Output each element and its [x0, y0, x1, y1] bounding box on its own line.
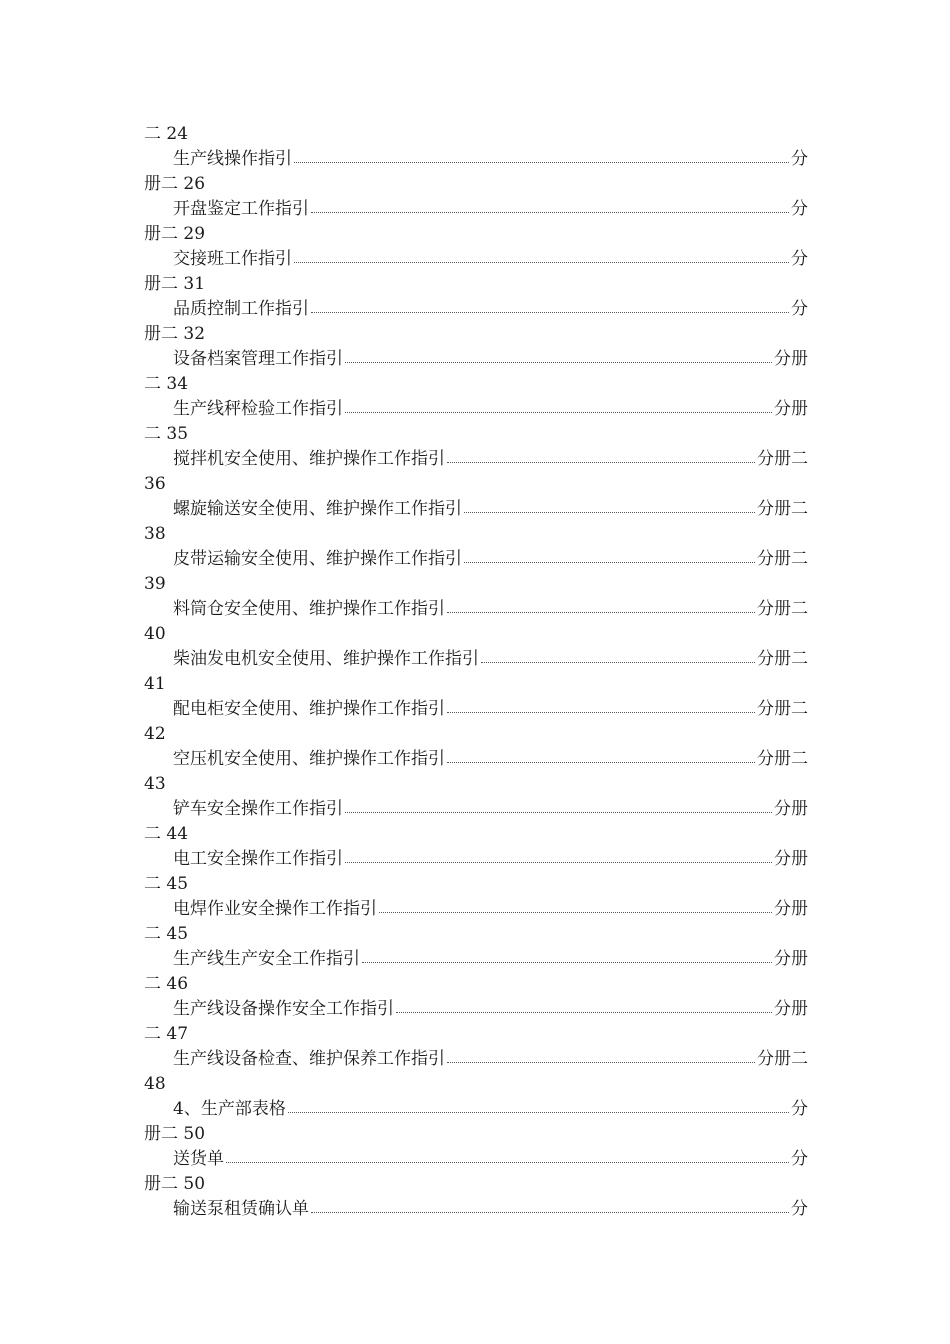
toc-entry-volume: 分册二 [757, 749, 808, 769]
toc-dot-leader [447, 751, 755, 763]
toc-entry-volume: 分册 [774, 349, 808, 369]
toc-entry-volume: 分 [791, 1199, 808, 1219]
toc-dot-leader [464, 551, 755, 563]
toc-entry-title: 送货单 [173, 1149, 224, 1169]
toc-entry[interactable] [144, 947, 808, 972]
toc-entry-title: 开盘鉴定工作指引 [173, 199, 309, 219]
toc-entry-page-continuation: 二 47 [144, 1024, 189, 1044]
toc-entry-volume: 分册 [774, 399, 808, 419]
toc-entry-page-continuation: 二 44 [144, 824, 189, 844]
toc-dot-leader [345, 851, 772, 863]
toc-entry-volume: 分册二 [757, 649, 808, 669]
toc-entry-page-continuation: 36 [144, 474, 166, 494]
toc-entry[interactable] [144, 747, 808, 772]
toc-dot-leader [447, 451, 755, 463]
toc-entry-title: 交接班工作指引 [173, 249, 292, 269]
toc-entry-page-continuation: 二 45 [144, 924, 189, 944]
toc-entry-page-continuation: 册二 26 [144, 174, 206, 194]
toc-dot-leader [288, 1101, 789, 1113]
toc-entry-title: 输送泵租赁确认单 [173, 1199, 309, 1219]
toc-dot-leader [311, 201, 789, 213]
toc-entry-page-continuation: 48 [144, 1074, 166, 1094]
toc-entry-page-continuation: 42 [144, 724, 166, 744]
toc-entry[interactable] [144, 1147, 808, 1172]
toc-entry-volume: 分册 [774, 899, 808, 919]
toc-dot-leader [396, 1001, 772, 1013]
toc-entry-title: 电焊作业安全操作工作指引 [173, 899, 377, 919]
toc-dot-leader [311, 301, 789, 313]
toc-dot-leader [447, 601, 755, 613]
toc-entry[interactable] [144, 897, 808, 922]
toc-dot-leader [379, 901, 772, 913]
toc-dot-leader [294, 151, 789, 163]
toc-entry[interactable] [144, 447, 808, 472]
toc-entry-volume: 分册二 [757, 599, 808, 619]
toc-entry-volume: 分册 [774, 949, 808, 969]
toc-entry-volume: 分册二 [757, 699, 808, 719]
toc-entry[interactable] [144, 297, 808, 322]
toc-entry-volume: 分册二 [757, 1049, 808, 1069]
toc-entry-title: 品质控制工作指引 [173, 299, 309, 319]
toc-entry[interactable] [144, 1047, 808, 1072]
toc-entry-volume: 分 [791, 1099, 808, 1119]
toc-entry-title: 生产线设备操作安全工作指引 [173, 999, 394, 1019]
toc-entries [144, 147, 808, 1222]
toc-dot-leader [311, 1201, 789, 1213]
toc-entry-page-continuation: 二 46 [144, 974, 189, 994]
toc-entry[interactable] [144, 347, 808, 372]
toc-entry[interactable] [144, 647, 808, 672]
toc-dot-leader [345, 401, 772, 413]
toc-dot-leader [345, 351, 772, 363]
toc-entry-volume: 分 [791, 299, 808, 319]
toc-dot-leader [362, 951, 772, 963]
toc-dot-leader [447, 1051, 755, 1063]
toc-entry-title: 皮带运输安全使用、维护操作工作指引 [173, 549, 462, 569]
toc-entry-page-continuation: 册二 50 [144, 1174, 206, 1194]
toc-entry[interactable] [144, 847, 808, 872]
toc-entry[interactable] [144, 1197, 808, 1222]
toc-entry-page-continuation: 38 [144, 524, 166, 544]
toc-entry[interactable] [144, 397, 808, 422]
toc-entry-title: 料筒仓安全使用、维护操作工作指引 [173, 599, 445, 619]
toc-entry-volume: 分 [791, 199, 808, 219]
toc-entry-page-continuation: 册二 32 [144, 324, 206, 344]
toc-dot-leader [226, 1151, 789, 1163]
toc-entry-volume: 分册二 [757, 449, 808, 469]
toc-entry-title: 设备档案管理工作指引 [173, 349, 343, 369]
toc-entry-volume: 分 [791, 249, 808, 269]
toc-entry[interactable] [144, 697, 808, 722]
toc-entry-title: 柴油发电机安全使用、维护操作工作指引 [173, 649, 479, 669]
toc-continuation-line: 二 24 [144, 124, 189, 144]
toc-dot-leader [447, 701, 755, 713]
toc-dot-leader [294, 251, 789, 263]
toc-entry-page-continuation: 41 [144, 674, 166, 694]
toc-entry[interactable] [144, 997, 808, 1022]
toc-dot-leader [464, 501, 755, 513]
toc-entry-page-continuation: 43 [144, 774, 166, 794]
toc-entry[interactable] [144, 497, 808, 522]
toc-entry-volume: 分册二 [757, 549, 808, 569]
toc-entry-page-continuation: 册二 31 [144, 274, 206, 294]
toc-entry[interactable] [144, 797, 808, 822]
toc-entry-title: 搅拌机安全使用、维护操作工作指引 [173, 449, 445, 469]
toc-entry-page-continuation: 册二 50 [144, 1124, 206, 1144]
toc-entry-volume: 分 [791, 149, 808, 169]
toc-entry-title: 生产线操作指引 [173, 149, 292, 169]
toc-entry-page-continuation: 40 [144, 624, 166, 644]
toc-entry-page-continuation: 二 34 [144, 374, 189, 394]
toc-dot-leader [481, 651, 755, 663]
toc-entry-title: 生产线生产安全工作指引 [173, 949, 360, 969]
toc-entry-volume: 分册 [774, 999, 808, 1019]
table-of-contents [144, 122, 808, 1222]
toc-entry-page-continuation: 39 [144, 574, 166, 594]
toc-entry-title: 螺旋输送安全使用、维护操作工作指引 [173, 499, 462, 519]
toc-entry-volume: 分册 [774, 799, 808, 819]
toc-entry[interactable] [144, 1097, 808, 1122]
toc-entry-title: 配电柜安全使用、维护操作工作指引 [173, 699, 445, 719]
toc-dot-leader [345, 801, 772, 813]
toc-entry-title: 生产线秤检验工作指引 [173, 399, 343, 419]
toc-entry[interactable] [144, 197, 808, 222]
toc-entry[interactable] [144, 597, 808, 622]
toc-entry-page-continuation: 二 45 [144, 874, 189, 894]
toc-entry-title: 生产线设备检查、维护保养工作指引 [173, 1049, 445, 1069]
toc-entry-title: 空压机安全使用、维护操作工作指引 [173, 749, 445, 769]
toc-entry-page-continuation: 二 35 [144, 424, 189, 444]
toc-entry-volume: 分册二 [757, 499, 808, 519]
toc-entry-page-continuation: 册二 29 [144, 224, 206, 244]
toc-entry-volume: 分 [791, 1149, 808, 1169]
toc-entry[interactable] [144, 547, 808, 572]
toc-entry[interactable] [144, 247, 808, 272]
toc-entry-title: 4、生产部表格 [173, 1099, 286, 1119]
toc-entry-title: 电工安全操作工作指引 [173, 849, 343, 869]
toc-entry[interactable] [144, 147, 808, 172]
toc-entry-volume: 分册 [774, 849, 808, 869]
toc-entry-title: 铲车安全操作工作指引 [173, 799, 343, 819]
